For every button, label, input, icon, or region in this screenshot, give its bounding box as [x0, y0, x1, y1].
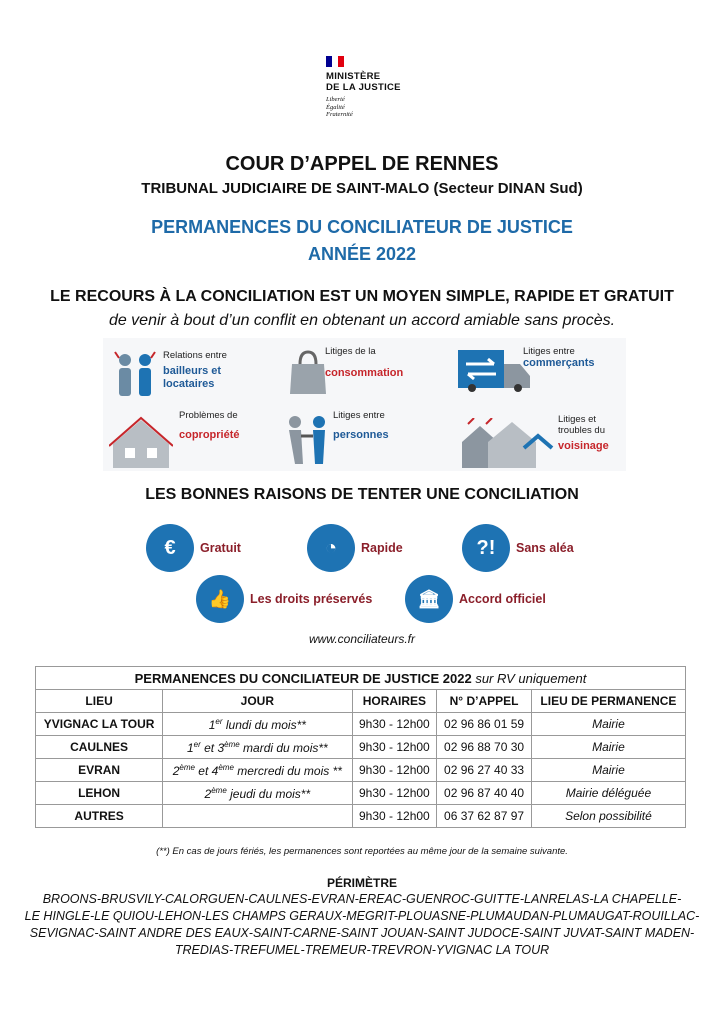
cell-horaires: 9h30 - 12h00	[352, 713, 437, 736]
domain-key: copropriété	[179, 429, 240, 441]
col-horaires: HORAIRES	[352, 690, 437, 713]
col-permanence: LIEU DE PERMANENCE	[531, 690, 685, 713]
cell-lieu: EVRAN	[36, 759, 163, 782]
domain-key: commerçants	[523, 357, 595, 369]
domain-personnes	[333, 410, 389, 442]
cell-horaires: 9h30 - 12h00	[352, 736, 437, 759]
tribunal-title: TRIBUNAL JUDICIAIRE DE SAINT-MALO (Secteur DINAN Sud)	[141, 180, 583, 197]
houses-icon	[458, 418, 554, 468]
cell-lieu: CAULNES	[36, 736, 163, 759]
reason-label: Les droits préservés	[250, 592, 373, 606]
cell-tel: 02 96 88 70 30	[437, 736, 532, 759]
table-row	[36, 736, 686, 759]
col-appel: N° D’APPEL	[437, 690, 532, 713]
reason-rapide	[307, 524, 403, 572]
reason-label: Gratuit	[200, 541, 241, 555]
cell-perm: Mairie déléguée	[531, 782, 685, 805]
building-icon	[109, 414, 173, 468]
euro-icon: €	[146, 524, 194, 572]
domain-label: Litiges entre	[333, 410, 385, 421]
cell-lieu: AUTRES	[36, 805, 163, 828]
reason-droits	[196, 575, 372, 623]
reason-gratuit	[146, 524, 241, 572]
table-caption	[36, 667, 686, 690]
domain-voisinage	[558, 414, 624, 453]
reason-label: Accord officiel	[459, 592, 546, 606]
dispute-icon	[281, 414, 333, 468]
domain-key: personnes	[333, 429, 389, 441]
reason-label: Rapide	[361, 541, 403, 555]
table-row	[36, 782, 686, 805]
domain-label: Litiges entre	[523, 346, 575, 357]
perimetre-line: SEVIGNAC-SAINT ANDRE DES EAUX-SAINT-CARNE-SAINT JOUAN-SAINT JUDOCE-SAINT JUVAT-SAINT MADEN-	[29, 926, 695, 940]
cell-tel: 02 96 87 40 40	[437, 782, 532, 805]
domain-commercants	[523, 346, 595, 370]
motto-fraternite: Fraternité	[326, 111, 353, 118]
perimetre-title: PÉRIMÈTRE	[326, 876, 397, 890]
cell-jour: 2ème jeudi du mois**	[163, 782, 352, 805]
cell-perm: Selon possibilité	[531, 805, 685, 828]
court-title: COUR D’APPEL DE RENNES	[225, 153, 499, 175]
cell-jour: 1er et 3ème mardi du mois**	[163, 736, 352, 759]
french-flag-icon	[326, 56, 344, 67]
perimetre-line: TREDIAS-TREFUMEL-TREMEUR-TREVRON-YVIGNAC LA TOUR	[174, 943, 550, 957]
ministry-logo	[326, 56, 416, 119]
cell-tel: 02 96 27 40 33	[437, 759, 532, 782]
col-jour: JOUR	[163, 690, 352, 713]
cell-jour: 2ème et 4ème mercredi du mois **	[163, 759, 352, 782]
domain-bailleurs	[163, 350, 227, 391]
table-caption-note: sur RV uniquement	[475, 670, 587, 686]
website-link[interactable]: www.conciliateurs.fr	[308, 632, 416, 646]
ministry-name-line1: MINISTÈRE	[326, 71, 381, 82]
domain-label: Litiges de la	[325, 346, 376, 357]
shopping-bag-icon	[286, 348, 330, 396]
domains-panel	[103, 338, 626, 471]
cell-horaires: 9h30 - 12h00	[352, 759, 437, 782]
cell-jour	[163, 805, 352, 828]
ministry-name-line2: DE LA JUSTICE	[326, 82, 401, 93]
domain-copropriete	[179, 410, 240, 442]
perimetre-line: BROONS-BRUSVILY-CALORGUEN-CAULNES-EVRAN-EREAC-GUENROC-GUITTE-LANRELAS-LA CHAPELLE-	[42, 892, 682, 906]
intro-subline: de venir à bout d’un conflit en obtenant un accord amiable sans procès.	[108, 312, 616, 329]
people-icon	[111, 350, 159, 400]
permanences-table	[35, 666, 686, 828]
perimetre-list	[0, 891, 724, 959]
institution-icon: 🏛	[405, 575, 453, 623]
reason-accord	[405, 575, 546, 623]
table-row	[36, 759, 686, 782]
cell-horaires: 9h30 - 12h00	[352, 805, 437, 828]
table-caption-text: PERMANENCES DU CONCILIATEUR DE JUSTICE 2022	[134, 670, 472, 686]
intro-headline: LE RECOURS À LA CONCILIATION EST UN MOYEN SIMPLE, RAPIDE ET GRATUIT	[50, 288, 674, 305]
cell-tel: 02 96 86 01 59	[437, 713, 532, 736]
reason-label: Sans aléa	[516, 541, 574, 555]
clock-icon: ◔	[307, 524, 355, 572]
cell-perm: Mairie	[531, 713, 685, 736]
domain-key-2: locataires	[163, 378, 215, 390]
cell-perm: Mairie	[531, 736, 685, 759]
domain-key: bailleurs et	[163, 365, 222, 377]
domain-label: Litiges et troubles du	[558, 414, 606, 436]
cell-tel: 06 37 62 87 97	[437, 805, 532, 828]
perimetre-line: LE HINGLE-LE QUIOU-LEHON-LES CHAMPS GERAUX-MEGRIT-PLOUASNE-PLUMAUDAN-PLUMAUGAT-ROUILLAC-	[24, 909, 700, 923]
question-icon: ?!	[462, 524, 510, 572]
table-row	[36, 805, 686, 828]
col-lieu: LIEU	[36, 690, 163, 713]
cell-jour: 1er lundi du mois**	[163, 713, 352, 736]
holiday-note: (**) En cas de jours fériés, les permanences sont reportées au même jour de la semaine suivante.	[156, 846, 568, 857]
thumbs-up-icon: 👍	[196, 575, 244, 623]
domain-key: consommation	[325, 367, 404, 379]
cell-lieu: LEHON	[36, 782, 163, 805]
page-title-line2: ANNÉE 2022	[307, 244, 417, 264]
reason-sans-alea	[462, 524, 574, 572]
domain-consommation	[325, 346, 403, 380]
table-row	[36, 713, 686, 736]
motto-egalite: Égalité	[326, 103, 345, 111]
cell-lieu: YVIGNAC LA TOUR	[36, 713, 163, 736]
domain-key: voisinage	[558, 440, 609, 452]
page-title-line1: PERMANENCES DU CONCILIATEUR DE JUSTICE	[151, 217, 573, 237]
domain-label: Problèmes de	[179, 410, 238, 421]
cell-perm: Mairie	[531, 759, 685, 782]
cell-horaires: 9h30 - 12h00	[352, 782, 437, 805]
motto-liberte: Liberté	[326, 96, 345, 103]
domain-label: Relations entre	[163, 350, 227, 361]
reasons-title: LES BONNES RAISONS DE TENTER UNE CONCILIATION	[145, 486, 579, 503]
